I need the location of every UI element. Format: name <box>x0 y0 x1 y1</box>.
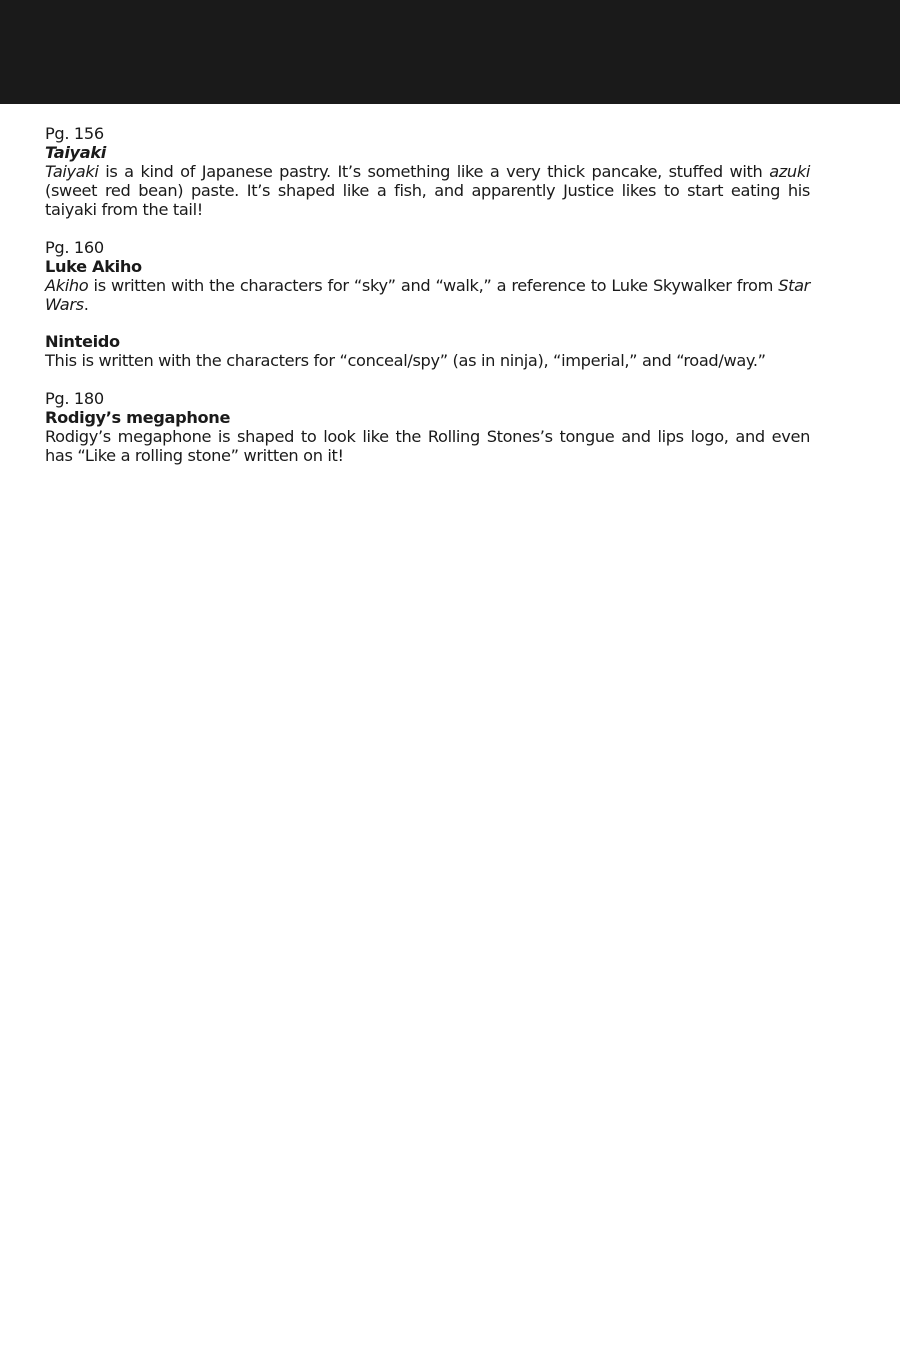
body-segment: . <box>83 294 89 314</box>
body-segment-italic: Taiyaki <box>45 162 99 181</box>
note-term: Rodigy’s megaphone <box>45 407 231 427</box>
note-term: Luke Akiho <box>45 256 142 276</box>
note-luke-akiho <box>45 238 810 314</box>
note-term: Ninteido <box>45 332 120 351</box>
note-body <box>45 351 810 370</box>
note-ninteido <box>45 332 810 370</box>
body-segment-italic: azuki <box>769 162 810 181</box>
page-reference: Pg. 156 <box>45 124 104 143</box>
body-segment: This is written with the characters for “conceal/spy” (as in ninja), “imperial,” and “road/way.” <box>45 351 766 370</box>
body-segment: is written with the characters for “sky” and “walk,” a reference to Luke Skywalker from <box>88 275 779 295</box>
body-segment-italic: Star Wars <box>45 275 810 314</box>
body-segment: Rodigy’s megaphone is shaped to look like the Rolling Stones’s tongue and lips logo, and even has “Like a rolling stone” written on it! <box>45 426 810 465</box>
page-reference: Pg. 160 <box>45 237 104 257</box>
note-body <box>45 162 810 219</box>
note-taiyaki <box>45 124 810 219</box>
body-segment: is a kind of Japanese pastry. It’s something like a very thick pancake, stuffed with <box>98 162 770 181</box>
body-segment: (sweet red bean) paste. It’s shaped like a fish, and apparently Justice likes to start eating his taiyaki from the tail! <box>45 181 810 219</box>
note-body <box>45 427 810 465</box>
note-rodigy-megaphone <box>45 389 810 465</box>
translation-notes <box>45 124 810 483</box>
note-body <box>45 276 810 314</box>
top-band <box>0 0 900 104</box>
note-term: Taiyaki <box>45 143 106 162</box>
page-reference: Pg. 180 <box>45 388 104 408</box>
body-segment-italic: Akiho <box>45 275 89 295</box>
